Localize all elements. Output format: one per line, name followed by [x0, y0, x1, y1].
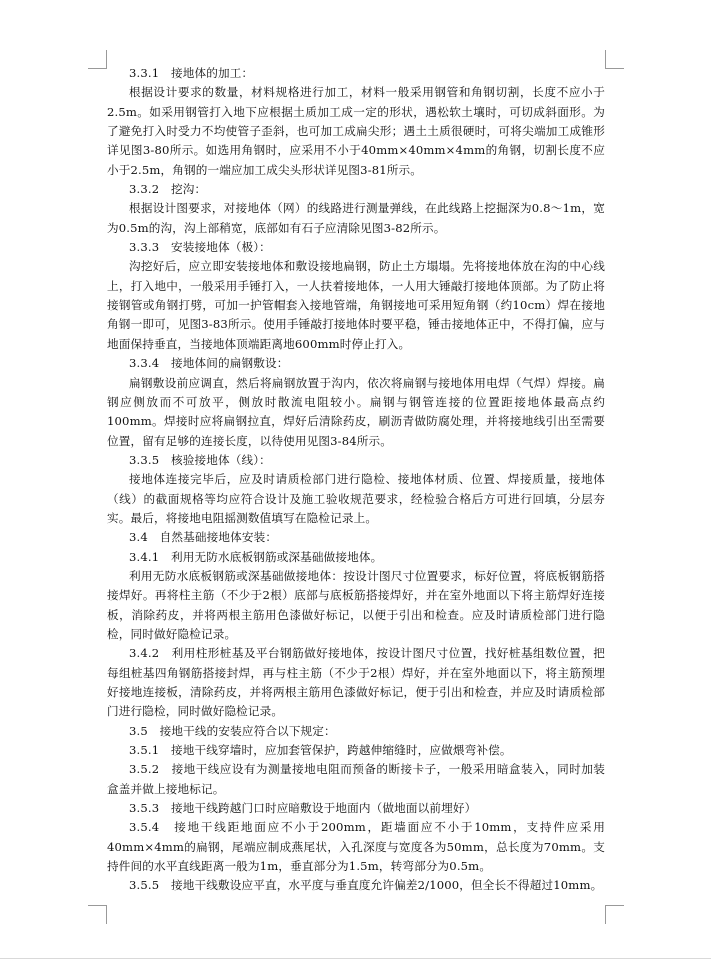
section-heading: 3.5.3 接地干线跨越门口时应暗敷设于地面内（做地面以前埋好） [129, 801, 477, 816]
crop-mark-bottom-left [88, 905, 107, 924]
section-heading: 3.4 自然基础接地体安装： [129, 530, 278, 545]
document-body [107, 64, 605, 896]
page-bottom-edge [0, 958, 711, 959]
body-paragraph: 接地体连接完毕后，应及时请质检部门进行隐检、接地体材质、位置、焊接质量，接地体（线）的截面规格等均应符合设计及施工验收规范要求，经检验合格后方可进行回填，分层夯实。最后，将接地电阻摇测数值填写在隐检记录上。 [107, 472, 605, 525]
crop-mark-top-right [605, 50, 624, 69]
section-heading: 3.5 接地干线的安装应符合以下规定： [129, 723, 336, 738]
crop-mark-top-left [88, 50, 107, 69]
body-paragraph: 利用无防水底板钢筋或深基础做接地体：按设计图尺寸位置要求，标好位置，将底板钢筋搭接焊好。再将柱主筋（不少于2根）底部与底板筋搭接焊好，并在室外地面以下将主筋焊好连接板，消除药皮，并将两根主筋用色漆做好标记，以便于引出和检查。应及时请质检部门进行隐检，同时做好隐检记录。 [107, 568, 605, 641]
body-paragraph: 根据设计要求的数量，材料规格进行加工，材料一般采用钢管和角钢切割，长度不应小于2.5m。如采用钢管打入地下应根据土质加工成一定的形状，遇松软土壤时，可切成斜面形。为了避免打入时受力不均使管子歪斜，也可加工成扁尖形；遇土土质很硬时，可将尖端加工成锥形详见图3-80所示。如选用角钢时，应采用不小于40mm×40mm×4mm的角钢，切割长度不应小于2.5m，角钢的一端应加工成尖头形状详见图3-81所示。 [107, 85, 605, 177]
section-heading: 3.4.1 利用无防水底板钢筋或深基础做接地体。 [129, 549, 383, 564]
section-heading: 3.3.4 接地体间的扁钢敷设： [129, 356, 289, 371]
body-paragraph: 扁钢敷设前应调直，然后将扁钢放置于沟内，依次将扁钢与接地体用电焊（气焊）焊接。扁钢应侧放而不可放平，侧放时散流电阻较小。扁钢与钢管连接的位置距接地体最高点约100mm。焊接时应将扁钢拉直，焊好后清除药皮，刷沥青做防腐处理，并将接地线引出至需要位置，留有足够的连接长度，以待使用见图3-84所示。 [107, 375, 605, 448]
body-paragraph: 沟挖好后，应立即安装接地体和敷设接地扁钢，防止土方塌塌。先将接地体放在沟的中心线上，打入地中，一般采用手锤打入，一人扶着接地体，一人用大锤敲打接地体顶部。为了防止将接钢管或角钢打劈，可加一护管帽套入接地管端，角钢接地可采用短角钢（约10cm）焊在接地角钢一即可，见图3-83所示。使用手锤敲打接地体时要平稳，锤击接地体正中，不得打偏，应与地面保持垂直，当接地体顶端距离地600mm时停止打入。 [107, 259, 605, 351]
section-heading: 3.3.3 安装接地体（极）： [129, 240, 271, 255]
body-paragraph: 3.5.4 接地干线距地面应不小于200mm，距墙面应不小于10mm，支持件应采用40mm×4mm的扁钢，尾端应制成燕尾状，入孔深度与宽度各为50mm，总长度为70mm。支持件间的水平直线距离一般为1m，垂直部分为1.5m，转弯部分为0.5m。 [107, 820, 605, 874]
section-heading: 3.3.1 接地体的加工： [129, 66, 254, 80]
crop-mark-bottom-right [605, 905, 624, 924]
body-paragraph: 3.5.2 接地干线应设有为测量接地电阻而预备的断接卡子，一般采用暗盒装入，同时加装盒盖并做上接地标记。 [107, 762, 605, 796]
section-heading: 3.3.2 挖沟： [129, 182, 207, 197]
section-heading: 3.3.5 核验接地体（线）： [129, 452, 271, 467]
body-paragraph: 根据设计图要求，对接地体（网）的线路进行测量弹线，在此线路上挖掘深为0.8～1m，宽为0.5m的沟，沟上部稍宽，底部如有石子应清除见图3-82所示。 [107, 201, 605, 235]
body-paragraph: 3.4.2 利用柱形桩基及平台钢筋做好接地体，按设计图尺寸位置，找好桩基组数位置，把每组桩基四角钢筋搭接封焊，再与柱主筋（不少于2根）焊好，并在室外地面以下，将主筋预埋好接地连接板，清除药皮，并将两根主筋用色漆做好标记，便于引出和检查，并应及时请质检部门进行隐检，同时做好隐检记录。 [107, 646, 605, 719]
body-paragraph: 3.5.5 接地干线敷设应平直，水平度与垂直度允许偏差2/1000，但全长不得超过10mm。 [129, 878, 603, 893]
section-heading: 3.5.1 接地干线穿墙时，应加套管保护，跨越伸缩缝时，应做煨弯补偿。 [129, 743, 512, 758]
